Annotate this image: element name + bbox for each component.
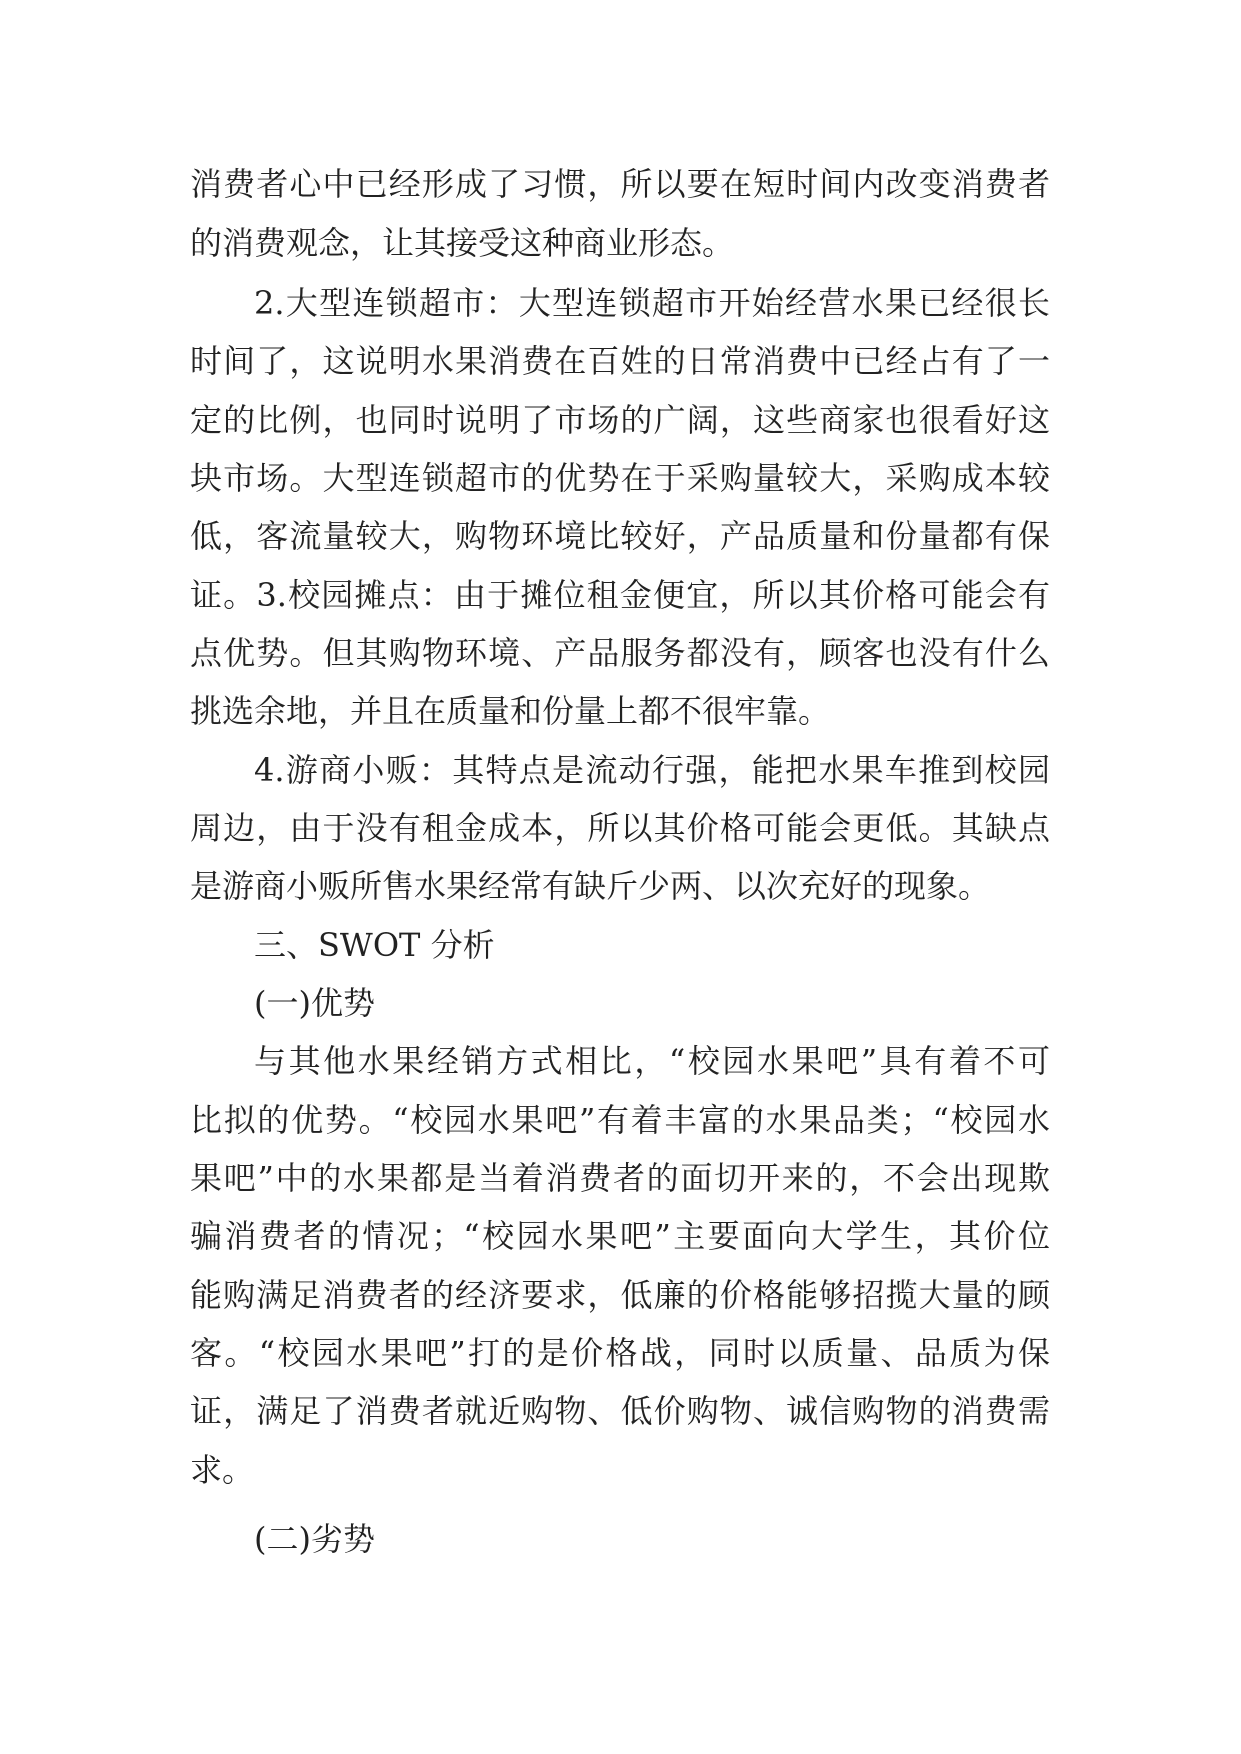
paragraph-line: 比拟的优势。“校园水果吧”有着丰富的水果品类；“校园水 xyxy=(190,1101,1050,1139)
paragraph-line: 的消费观念，让其接受这种商业形态。 xyxy=(190,224,735,262)
paragraph-line: 客。“校园水果吧”打的是价格战，同时以质量、品质为保 xyxy=(190,1334,1050,1372)
paragraph-line: 块市场。大型连锁超市的优势在于采购量较大，采购成本较 xyxy=(190,459,1050,497)
subsection-heading: (一)优势 xyxy=(254,984,375,1022)
section-heading: 三、SWOT 分析 xyxy=(254,926,495,964)
paragraph-line: 定的比例，也同时说明了市场的广阔，这些商家也很看好这 xyxy=(190,401,1050,439)
paragraph-line: 4.游商小贩：其特点是流动行强，能把水果车推到校园 xyxy=(254,751,1050,789)
subsection-heading: (二)劣势 xyxy=(254,1520,375,1558)
paragraph-line: 证。3.校园摊点：由于摊位租金便宜，所以其价格可能会有 xyxy=(190,576,1050,614)
paragraph-line: 低，客流量较大，购物环境比较好，产品质量和份量都有保 xyxy=(190,517,1050,555)
paragraph-line: 点优势。但其购物环境、产品服务都没有，顾客也没有什么 xyxy=(190,634,1050,672)
paragraph-line: 挑选余地，并且在质量和份量上都不很牢靠。 xyxy=(190,692,831,730)
paragraph-line: 与其他水果经销方式相比，“校园水果吧”具有着不可 xyxy=(254,1042,1050,1080)
paragraph-line: 能购满足消费者的经济要求，低廉的价格能够招揽大量的顾 xyxy=(190,1276,1050,1314)
paragraph-line: 骗消费者的情况；“校园水果吧”主要面向大学生，其价位 xyxy=(190,1217,1050,1255)
paragraph-line: 2.大型连锁超市：大型连锁超市开始经营水果已经很长 xyxy=(254,284,1050,322)
paragraph-line: 消费者心中已经形成了习惯，所以要在短时间内改变消费者 xyxy=(190,165,1050,203)
paragraph-line: 求。 xyxy=(190,1451,255,1489)
paragraph-line: 时间了，这说明水果消费在百姓的日常消费中已经占有了一 xyxy=(190,342,1050,380)
paragraph-line: 是游商小贩所售水果经常有缺斤少两、以次充好的现象。 xyxy=(190,867,991,905)
paragraph-line: 周边，由于没有租金成本，所以其价格可能会更低。其缺点 xyxy=(190,809,1050,847)
paragraph-line: 证，满足了消费者就近购物、低价购物、诚信购物的消费需 xyxy=(190,1392,1050,1430)
paragraph-line: 果吧”中的水果都是当着消费者的面切开来的，不会出现欺 xyxy=(190,1159,1050,1197)
